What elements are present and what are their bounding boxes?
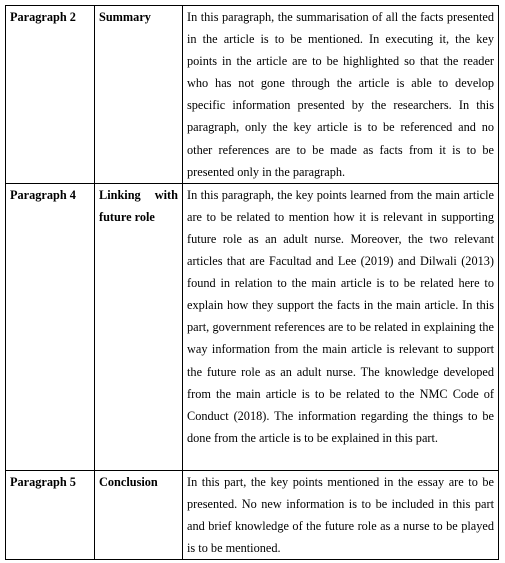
- paragraph-number-cell: Paragraph 5: [6, 470, 95, 559]
- table-row: [6, 6, 499, 184]
- essay-structure-table: [5, 5, 499, 560]
- description-cell: In this part, the key points mentioned in the essay are to be presented. No new information is to be included in this part and brief knowledge of the future role as a nurse to be played is to be mentioned.: [183, 470, 499, 559]
- table-row: [6, 470, 499, 559]
- description-cell: In this paragraph, the summarisation of all the facts presented in the article is to be mentioned. In executing it, the key points in the article are to be highlighted so that the reader who has not gone through the article is able to develop specific information presented by the researchers. In this paragraph, only the key article is to be referenced and no other references are to be made as facts from it is to be presented only in the paragraph.: [183, 6, 499, 184]
- topic-cell: [95, 183, 183, 470]
- table-row: [6, 183, 499, 470]
- topic-cell: Conclusion: [95, 470, 183, 559]
- topic-line: Linking with: [99, 187, 178, 202]
- topic-cell: Summary: [95, 6, 183, 184]
- paragraph-number-cell: Paragraph 2: [6, 6, 95, 184]
- paragraph-number-cell: Paragraph 4: [6, 183, 95, 470]
- description-cell: In this paragraph, the key points learned from the main article are to be related to mention how it is relevant in supporting future role as an adult nurse. Moreover, the two relevant articles that are Facultad and Lee (2019) and Dilwali (2013) found in relation to the main article is to be related here to explain how they support the facts in the main article. In this part, government references are to be related in explaining the way information from the main article is relevant to support the future role as an adult nurse. The knowledge developed from the main article is to be related to the NMC Code of Conduct (2018). The information regarding the things to be done from the article is to be explained in this part.: [183, 183, 499, 470]
- topic-line: future role: [99, 209, 155, 224]
